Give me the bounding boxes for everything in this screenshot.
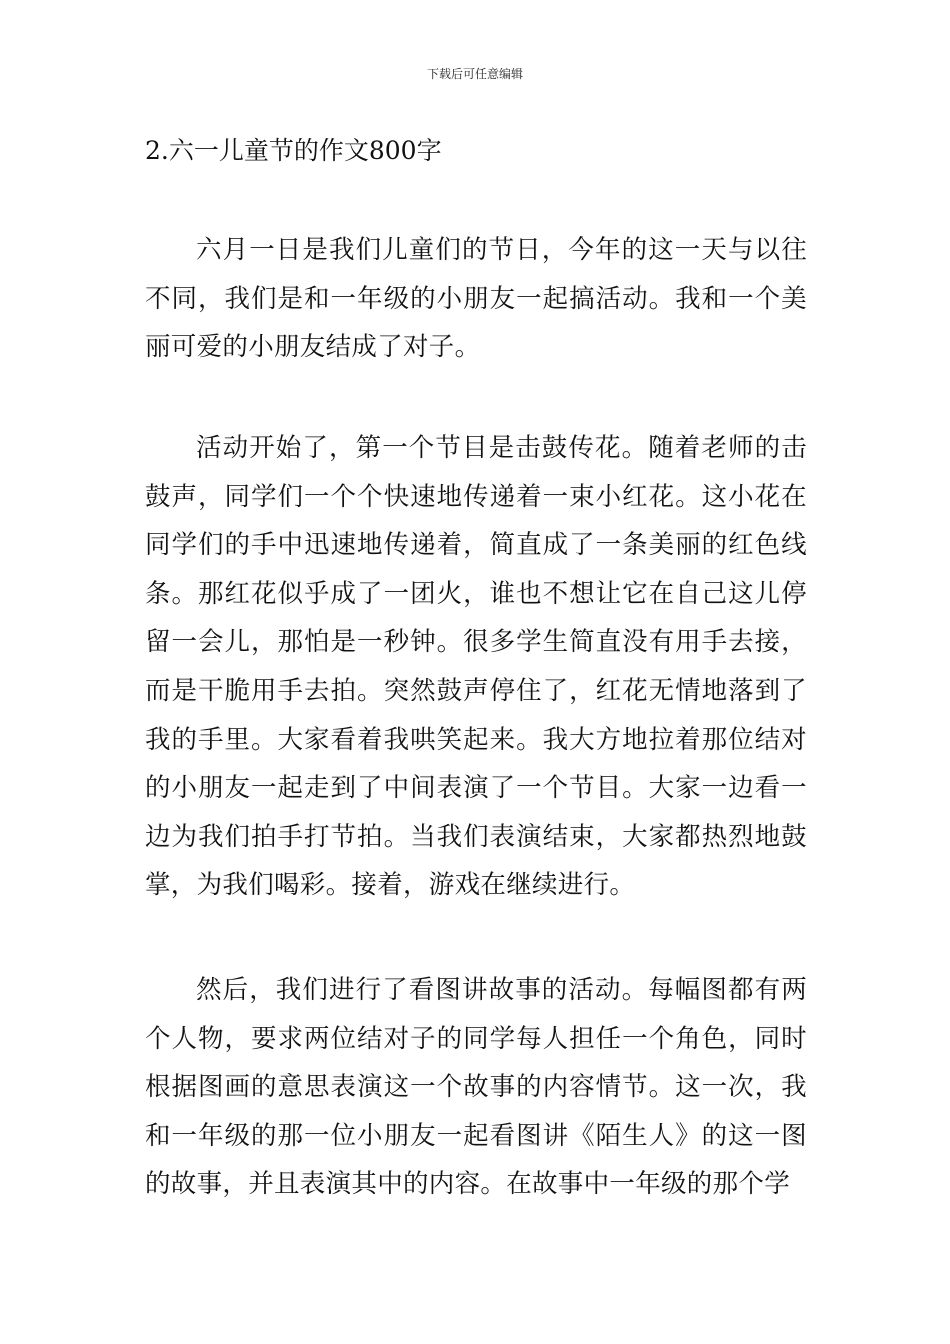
paragraph-text: 六月一日是我们儿童们的节日，今年的这一天与以往不同，我们是和一年级的小朋友一起搞活动。我和一个美丽可爱的小朋友结成了对子。: [145, 235, 807, 363]
paragraph-text: 活动开始了，第一个节目是击鼓传花。随着老师的击鼓声，同学们一个个快速地传递着一束小红花。这小花在同学们的手中迅速地传递着，简直成了一条美丽的红色线条。那红花似乎成了一团火，谁也不想让它在自己这儿停留一会儿，那怕是一秒钟。很多学生简直没有用手去接，而是干脆用手去拍。突然鼓声停住了，红花无情地落到了我的手里。大家看着我哄笑起来。我大方地拉着那位结对的小朋友一起走到了中间表演了一个节目。大家一边看一边为我们拍手打节拍。当我们表演结束，大家都热烈地鼓掌，为我们喝彩。接着，游戏在继续进行。: [145, 433, 807, 901]
paragraph-3: [145, 966, 807, 1209]
document-title: 2.六一儿童节的作文800字: [145, 136, 442, 165]
paragraph-2: [145, 424, 807, 910]
paragraph-1: [145, 226, 807, 372]
paragraph-text: 然后，我们进行了看图讲故事的活动。每幅图都有两个人物，要求两位结对子的同学每人担任一个角色，同时根据图画的意思表演这一个故事的内容情节。这一次，我和一年级的那一位小朋友一起看图讲《陌生人》的这一图的故事，并且表演其中的内容。在故事中一年级的那个学: [145, 975, 807, 1200]
header-note: 下载后可任意编辑: [426, 67, 523, 81]
